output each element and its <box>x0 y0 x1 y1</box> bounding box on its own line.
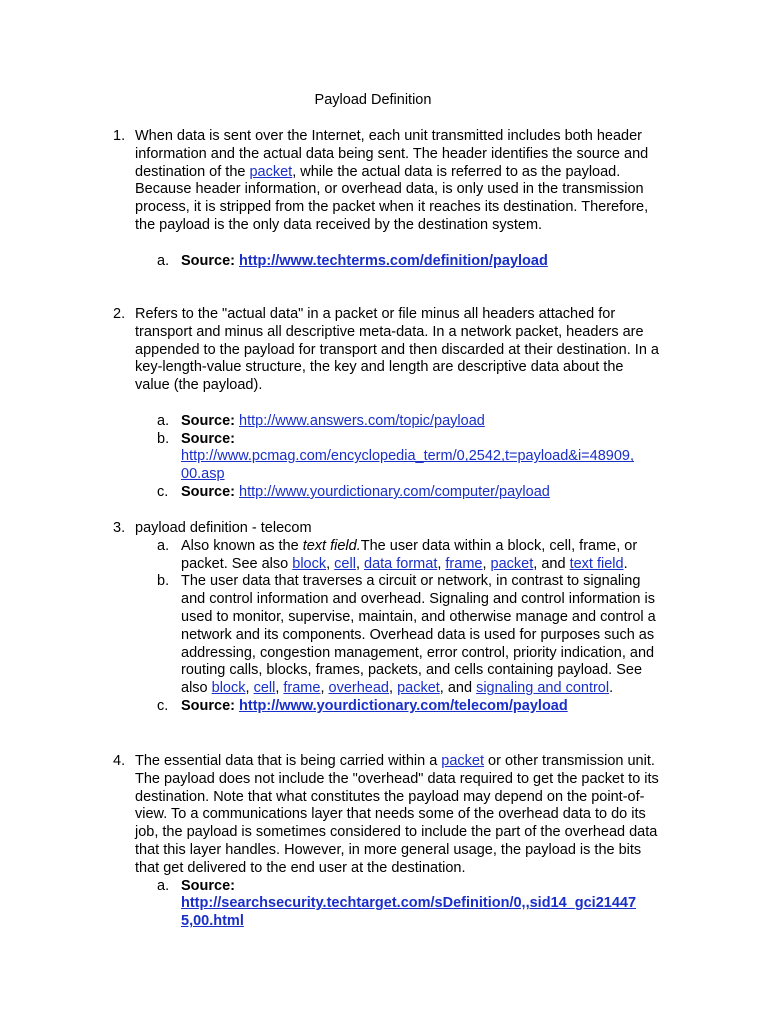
link-packet[interactable]: packet <box>490 555 534 572</box>
item-number: 2. <box>113 306 126 322</box>
link-packet[interactable]: packet <box>441 753 485 769</box>
link-frame[interactable]: frame <box>283 680 321 697</box>
link-block[interactable]: block <box>211 680 246 697</box>
link-cell[interactable]: cell <box>253 680 276 697</box>
source-link[interactable]: http://www.yourdictionary.com/computer/payload <box>239 483 550 500</box>
item-body: The essential data that is being carried within a packet or other transmission unit. The payload does not include the "overhead" data required to get the packet to its destination. Note that what constitutes the payload may depend on the point-of-view. To a communications layer that needs some of the overhead data to do its job, the payload is sometimes considered to include the part of the overhead data that this layer handles. However, in more general usage, the payload is the bits that get delivered to the end user at the destination. a. Source: http://searchsecurity.techtarget.com/sDefinition/0,,sid14_gci21447 5,00.html <box>135 753 659 930</box>
link-packet[interactable]: packet <box>397 680 440 697</box>
page-title: Payload Definition <box>314 92 432 108</box>
source-item: a. Source: http://www.answers.com/topic/payload <box>157 412 485 429</box>
source-link[interactable]: http://www.answers.com/topic/payload <box>239 412 485 429</box>
item-body: When data is sent over the Internet, each unit transmitted includes both header information and the actual data being sent. The header identifies the source and destination of the packet, while the actual data is referred to as the payload. Because header information, or overhead data, is only used in the transmission process, it is stripped from the packet when it reaches its destination. Therefore, the payload is the only data received by the destination system. a. Source: http://www.techterms.com/definition/payload <box>135 128 660 270</box>
item-body: payload definition - telecom a. Also known as the text field.The user data within a block, cell, frame, or packet. See also block, cell, data format, frame, packet, and text field. b. The user data that traverses a circuit or network, in contrast to signaling and control information and overhead. Signaling and control information is used to monitor, supervise, maintain, and otherwise manage and control a network and its components. Overhead data is used for purposes such as addressing, congestion management, error control, priority indication, and routing calls, blocks, frames, packets, and cells containing payload. See also block, cell, frame, overhead, packet, and signaling and control. c. Source: http://www.yourdictionary.com/telecom/payload <box>135 520 660 716</box>
item-number: 4. <box>113 753 126 769</box>
link-text-field[interactable]: text field <box>569 555 624 572</box>
link-block[interactable]: block <box>292 555 327 572</box>
link-frame[interactable]: frame <box>445 555 483 572</box>
item-number: 3. <box>113 520 126 536</box>
item-number: 1. <box>113 128 126 144</box>
link-signaling-and-control[interactable]: signaling and control <box>476 680 610 697</box>
item-body: Refers to the "actual data" in a packet or file minus all headers attached for transport and minus all descriptive meta-data. In a network packet, headers are appended to the payload for transport and then discarded at their destination. In a key-length-value structure, the key and length are descriptive data about the value (the payload). a. Source: http://www.answers.com/topic/payload b. Source: http://www.pcmag.com/encyclopedia_term/0,2542,t=payload&i=48909, 00.asp c. Source: http://www.yourdictionary.com/computer/payload <box>135 306 659 500</box>
link-data-format[interactable]: data format <box>364 555 438 572</box>
source-item: a. Source: http://searchsecurity.techtarget.com/sDefinition/0,,sid14_gci21447 5,00.html <box>157 877 637 930</box>
source-link[interactable]: http://www.pcmag.com/encyclopedia_term/0,2542,t=payload&i=48909, <box>181 448 634 465</box>
link-packet[interactable]: packet <box>249 163 293 180</box>
source-link[interactable]: http://www.yourdictionary.com/telecom/payload <box>239 697 568 714</box>
definition-item-b: b. The user data that traverses a circuit or network, in contrast to signaling and control information and overhead. Signaling and control information is used to monitor, supervise, maintain, and otherwise manage and control a network and its components. Overhead data is used for purposes such as addressing, congestion management, error control, priority indication, and routing calls, blocks, frames, packets, and cells containing payload. See also block, cell, frame, overhead, packet, and signaling and control. <box>157 573 656 697</box>
link-cell[interactable]: cell <box>334 555 356 572</box>
source-link-continued[interactable]: 00.asp <box>181 466 225 483</box>
source-link-continued[interactable]: 5,00.html <box>181 913 244 930</box>
source-link[interactable]: http://searchsecurity.techtarget.com/sDefinition/0,,sid14_gci21447 <box>181 895 637 912</box>
source-item: a. Source: http://www.techterms.com/definition/payload <box>157 252 548 269</box>
link-overhead[interactable]: overhead <box>328 680 389 697</box>
source-item: c. Source: http://www.yourdictionary.com/computer/payload <box>157 483 550 500</box>
source-item: c. Source: http://www.yourdictionary.com/telecom/payload <box>157 697 568 714</box>
source-item: b. Source: http://www.pcmag.com/encyclopedia_term/0,2542,t=payload&i=48909, 00.asp <box>157 430 634 483</box>
source-link[interactable]: http://www.techterms.com/definition/payload <box>239 252 548 269</box>
definition-item-a: a. Also known as the text field.The user data within a block, cell, frame, or packet. See also block, cell, data format, frame, packet, and text field. <box>157 537 638 572</box>
